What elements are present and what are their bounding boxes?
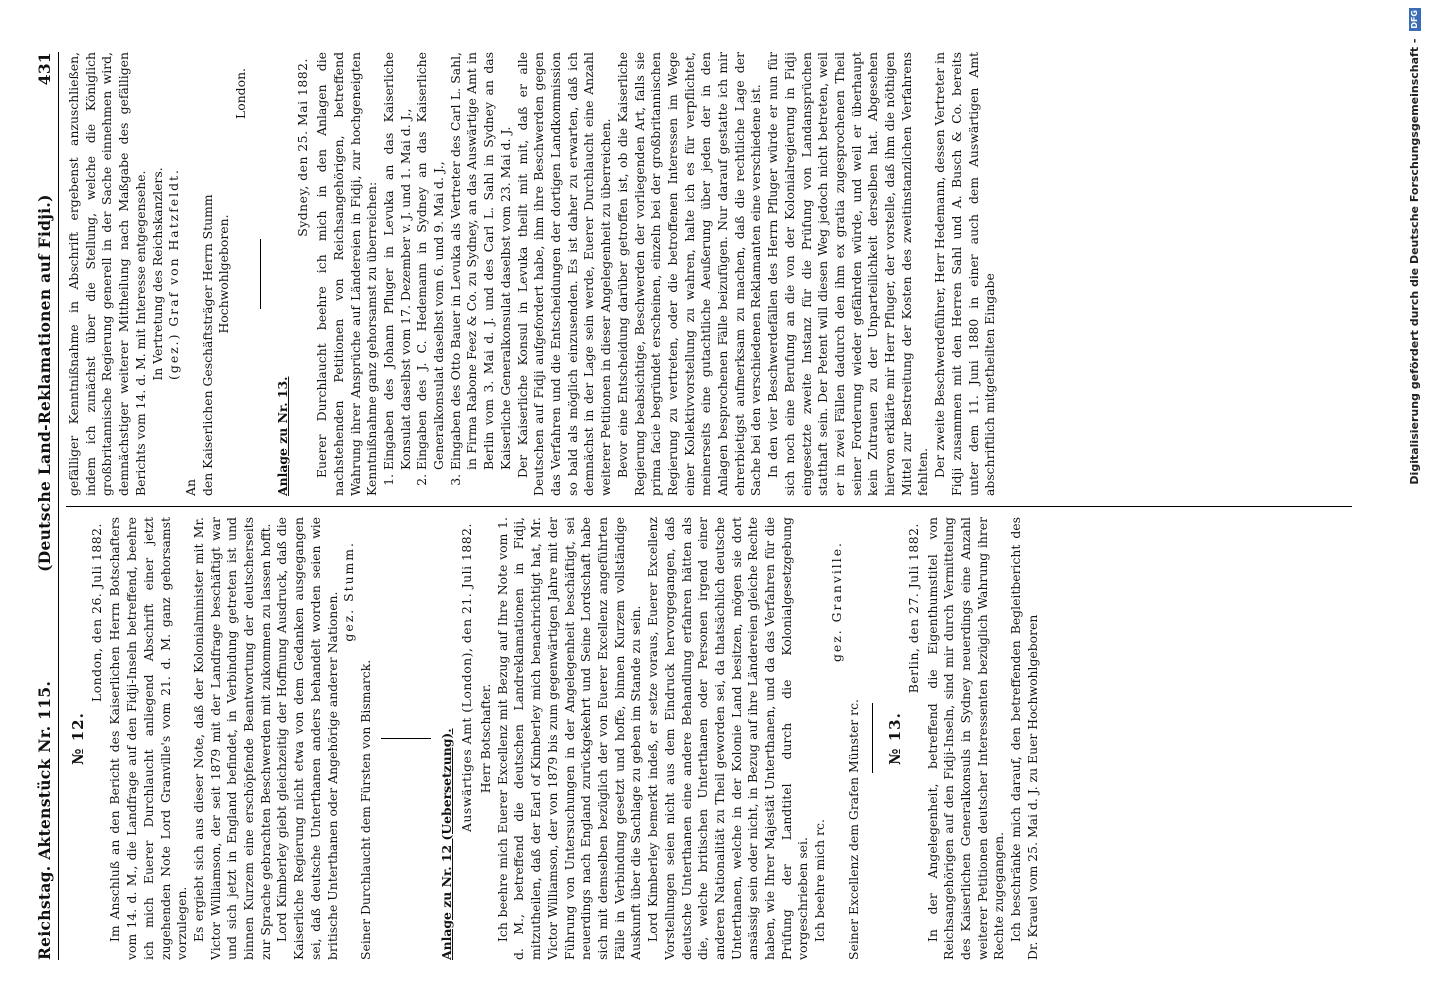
addressee: den Kaiserlichen Geschäftsträger Herrn Stumm (199, 194, 215, 496)
running-header (20, 52, 59, 960)
place-date-13: Berlin, den 27. Juli 1882. (905, 523, 921, 694)
list-item: 3. Eingaben des Otto Bauer in Levuka als Vertreter des Carl L. Sahl, in Firma Rabone Feez & Co. zu Sydney, an das Auswärtige Amt in Berlin vom 3. Mai d. J. und des Carl L. Sahl in Sydney an das Kaiserliche Generalkonsulat daselbst vom 23. Mai d. J. (448, 52, 515, 470)
paragraph: Im Anschluß an den Bericht des Kaiserlichen Herrn Botschafters vom 14. d. M., die Landfrage auf den Fidji-Inseln betreffend, beehre ich mich Euerer Durchlaucht anliegend Abschrift einer jetzt zugehenden Note Lord Granville's vom 21. d. M. ganz gehorsamst vorzulegen. (107, 517, 190, 960)
paragraph: Ich beehre mich Euerer Excellenz mit Bezug auf Ihre Note vom 1. d. M., betreffend die deutschen Landreklamationen in Fidji, mitzutheilen, daß der Earl of Kimberley mich benachrichtigt hat, Mr. Victor Williamson, der von 1879 bis zum gegenwärtigen Jahre mit der Führung von Untersuchungen in der Angelegenheit beschäftigt, sei neuerdings nach England zurückgekehrt und Seine Lordschaft habe sich mit demselben bezüglich der von Euerer Excellenz angeführten Fälle in Verbindung gesetzt und hoffe, binnen Kurzem vollständige Auskunft über die Sachlage zu geben im Stande zu sein. (494, 517, 644, 960)
signature: gez. Granville. (828, 541, 844, 663)
separator-rule (260, 239, 261, 309)
header-center: (Deutsche Land-Reklamationen auf Fidji.) (35, 194, 55, 572)
paragraph: Lord Kimberley bemerkt indeß, er setze voraus, Euerer Excellenz Vorstellungen seien nicht aus dem Eindruck hervorgegangen, daß deutsche Unterthanen eine andere Behandlung erfahren hätten als die, welche britischen Unterthanen oder Personen irgend einer anderen Nationalität zu Theil geworden sei, da thatsächlich deutsche Unterthanen, welche in der Kolonie Land besitzen, mögen sie dort ansässig sein oder nicht, in Bezug auf ihre Ländereien gleiche Rechte haben, wie Ihrer Majestät Unterthanen, und da das Verfahren für die Prüfung der Landtitel durch die Kolonialgesetzgebung vorgeschrieben sei. (645, 517, 811, 960)
signature: (gez.) Graf von Hatzfeldt. (166, 168, 182, 380)
left-column (66, 506, 1352, 960)
document-number-12: № 12. (69, 712, 87, 765)
annex-title-12: Anlage zu Nr. 12 (Uebersetzung). (438, 728, 454, 960)
annex-title-13: Anlage zu Nr. 13. (274, 376, 290, 496)
petition-list (381, 52, 515, 496)
paragraph: gefälliger Kenntnißnahme in Abschrift ergebenst anzuschließen, indem ich zunächst über die Stellung, welche die Königlich großbritannische Regierung generell in der Sache einnehmen wird, demnächstiger weiterer Mittheilung nach Maßgabe des gefälligen Berichts vom 14. d. M. mit Interesse entgegensehe. (66, 52, 148, 496)
separator-rule (872, 704, 873, 774)
addressee: London. (233, 68, 249, 119)
place-date-annex-12: Auswärtiges Amt (London), den 21. Juli 1882. (459, 523, 475, 833)
right-column (66, 52, 1352, 506)
list-item: 1. Eingaben des Johann Pfluger in Levuka an das Kaiserliche Konsulat daselbst vom 17. Dezember v. J. und 1. Mai d. J., (381, 52, 414, 470)
closing: Ich beehre mich rc. (812, 819, 828, 942)
digitization-credit (1404, 8, 1426, 992)
signature-line: In Vertretung des Reichskanzlers. (149, 167, 165, 381)
paragraph: Es ergiebt sich aus dieser Note, daß der Kolonialminister mit Mr. Victor Williamson, der seit 1879 mit der Landfrage beschäftigt war und sich jetzt in England befindet, in Verbindung getreten ist und binnen Kurzem eine erschöpfende Beantwortung der deutscherseits zur Sprache gebrachten Beschwerden mit zukommen zu lassen hofft. (190, 517, 273, 960)
paragraph: Lord Kimberley giebt gleichzeitig der Hoffnung Ausdruck, daß die Kaiserliche Regierung nicht etwa von dem Gedanken ausgegangen sei, daß deutsche Unterthanen anders behandelt worden seien wie britische Unterthanen oder Angehörige anderer Nationen. (274, 517, 340, 960)
salutation: Herr Botschafter. (478, 683, 494, 794)
list-item: 2. Eingaben des J. C. Hedemann in Sydney an das Kaiserliche Generalkonsulat daselbst vom 6. und 9. Mai d. J., (414, 52, 447, 470)
paragraph: In den vier Beschwerdefällen des Herrn Pfluger würde er nun für sich noch eine Berufung an die von der Kolonialregierung in Fidji eingesetzte zweite Instanz für die Prüfung von Landansprüchen statthaft sein. Der Petent will diesen Weg jedoch nicht betreten, weil er in zwei Fällen dadurch den ihm ex gratia zugesprochenen Theil seiner Forderung wieder gefährden würde, und weil er überhaupt kein Zutrauen zu der Unparteilichkeit derselben hat. Abgesehen hiervon erklärte mir Herr Pfluger, der vorstelle, daß ihm die nöthigen Mittel zur Bestreitung der Kosten des zweitinstanzlichen Verfahrens fehlten. (765, 52, 931, 496)
header-left: Reichstag. Aktenstück Nr. 115. (35, 680, 55, 960)
dfg-logo: DFG (1410, 10, 1419, 29)
paragraph: Ich beschränke mich darauf, den betreffenden Begleitbericht des Dr. Krauel vom 25. Mai d. J. zu Euer Hochwohlgeboren (1008, 517, 1040, 960)
paragraph: Der zweite Beschwerdeführer, Herr Hedemann, dessen Vertreter in Fidji zusammen mit den Herren Sahl und A. Busch & Co. bereits unter dem 11. Juni 1880 in einer auch dem Auswärtigen Amt abschriftlich mitgetheilten Eingabe (932, 52, 998, 496)
addressee: Seiner Excellenz dem Grafen Münster rc. (845, 699, 861, 960)
paragraph: Euerer Durchlaucht beehre ich mich in den Anlagen die nachstehenden Petitionen von Reichsangehörigen, betreffend Wahrung ihrer Ansprüche auf Ländereien in Fidji, zur hochgeneigten Kenntnißnahme ganz gehorsamst zu überreichen: (314, 52, 380, 496)
paragraph: Bevor eine Entscheidung darüber getroffen ist, ob die Kaiserliche Regierung beabsichtige, Beschwerden der vorliegenden Art, falls sie prima facie begründet erscheinen, einzeln bei der großbritannischen Regierung zu vertreten, oder die betroffenen Interessen im Wege einer Kollektivvorstellung zu wahren, halte ich es für verpflichtet, meinerseits eine gutachtliche Aeußerung über jeden der in den Anlagen besprochenen Fälle beizufügen. Nur darauf gestatte ich mir ehrerbietigst aufmerksam zu machen, daß die rechtliche Lage der Sache bei den verschiedenen Reklamanten eine verschiedene ist. (614, 52, 764, 496)
place-date-annex-13: Sydney, den 25. Mai 1882. (295, 58, 311, 237)
separator-rule (381, 738, 431, 739)
place-date-12: London, den 26. Juli 1882. (88, 523, 104, 703)
paragraph: Der Kaiserliche Konsul in Levuka theilt mit mit, daß er alle Deutschen auf Fidji aufgefordert habe, ihm ihre Beschwerden gegen das Verfahren und die Entscheidungen der dortigen Landkommission so bald als möglich einzusenden. Es ist daher zu erwarten, daß ich demnächst in der Lage sein werde, Euerer Durchlaucht eine Anzahl weiterer Petitionen in dieser Angelegenheit zu überreichen. (514, 52, 614, 496)
addressee: An (182, 479, 198, 496)
document-number-13: № 13. (886, 712, 905, 765)
addressee: Hochwohlgeboren. (216, 214, 232, 334)
paragraph: In der Angelegenheit, betreffend die Eigenthumstitel von Reichsangehörigen auf den Fidji-Inseln, sind mir durch Vermittelung des Kaiserlichen Generalkonsuls in Sydney neuerdings eine Anzahl weiterer Petitionen deutscher Interessenten bezüglich Wahrung ihrer Rechte zugegangen. (924, 517, 1007, 960)
credit-text: Digitalisierung gefördert durch die Deutsche Forschungsgemeinschaft - (1408, 38, 1421, 485)
page-number: 431 (35, 52, 55, 86)
signature: gez. Stumm. (341, 541, 357, 642)
addressee: Seiner Durchlaucht dem Fürsten von Bismarck. (357, 659, 373, 960)
